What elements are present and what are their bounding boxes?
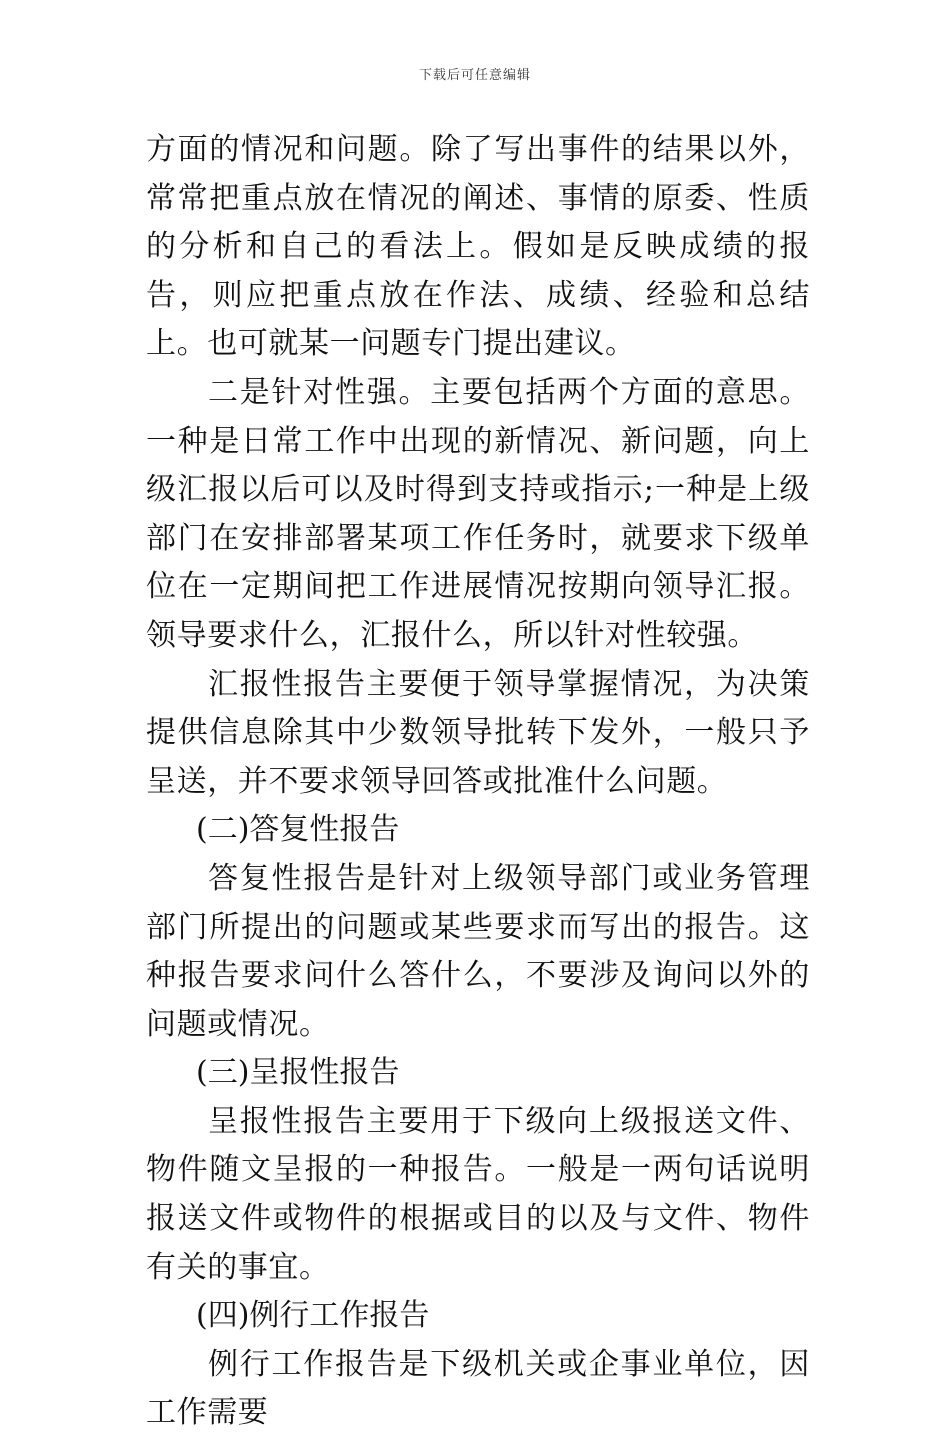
- paragraph-2: 二是针对性强。主要包括两个方面的意思。一种是日常工作中出现的新情况、新问题，向上级汇报以后可以及时得到支持或指示;一种是上级部门在安排部署某项工作任务时，就要求下级单位在一定期间把工作进展情况按期向领导汇报。领导要求什么，汇报什么，所以针对性较强。: [146, 374, 810, 653]
- page-header: 下载后可任意编辑: [418, 68, 531, 83]
- paragraph-3: 汇报性报告主要便于领导掌握情况，为决策提供信息除其中少数领导批转下发外，一般只予呈送，并不要求领导回答或批准什么问题。: [146, 666, 810, 799]
- section-heading-4: (四)例行工作报告: [196, 1298, 430, 1334]
- paragraph-1: 方面的情况和问题。除了写出事件的结果以外，常常把重点放在情况的阐述、事情的原委、性质的分析和自己的看法上。假如是反映成绩的报告，则应把重点放在作法、成绩、经验和总结上。也可就某一问题专门提出建议。: [146, 132, 810, 362]
- section-heading-3: (三)呈报性报告: [196, 1055, 400, 1091]
- paragraph-4: 答复性报告是针对上级领导部门或业务管理部门所提出的问题或某些要求而写出的报告。这种报告要求问什么答什么，不要涉及询问以外的问题或情况。: [146, 860, 810, 1042]
- paragraph-6: 例行工作报告是下级机关或企事业单位，因工作需要: [146, 1346, 810, 1431]
- document-body: [146, 126, 810, 1438]
- section-heading-2: (二)答复性报告: [196, 812, 400, 848]
- paragraph-5: 呈报性报告主要用于下级向上级报送文件、物件随文呈报的一种报告。一般是一两句话说明报送文件或物件的根据或目的以及与文件、物件有关的事宜。: [146, 1103, 810, 1285]
